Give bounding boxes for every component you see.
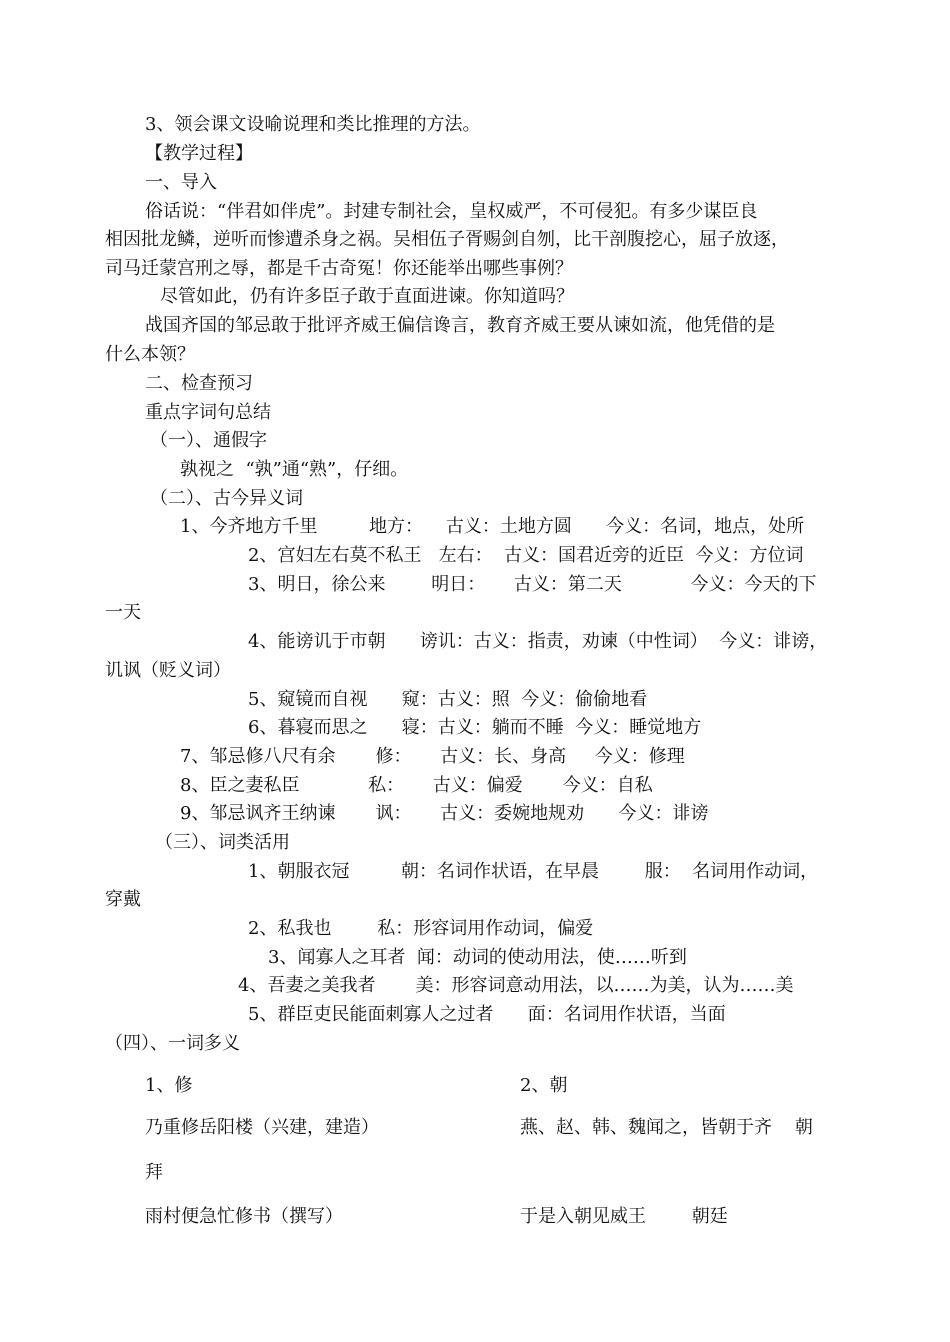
text-line: 一天 (105, 602, 141, 623)
subsection-heading: （三）、词类活用 (155, 832, 290, 853)
table-cell: 于是入朝见威王 朝廷 (520, 1206, 728, 1227)
text-line: 2、私我也 私：形容词用作动词，偏爱 (248, 918, 594, 939)
table-cell: 拜 (145, 1162, 163, 1183)
text-line: 1、朝服衣冠 朝：名词作状语，在早晨 服： 名词用作动词， (248, 861, 819, 882)
text-line: 孰视之 “孰”通“熟”，仔细。 (180, 459, 409, 480)
table-cell: 2、朝 (520, 1075, 568, 1096)
text-line: 3、领会课文设喻说理和类比推理的方法。 (145, 114, 481, 135)
section-heading: 二、检查预习 (145, 373, 253, 394)
text-line: 俗话说：“伴君如伴虎”。封建专制社会，皇权威严，不可侵犯。有多少谋臣良 (145, 201, 758, 222)
text-line: 5、窥镜而自视 窥：古义：照 今义：偷偷地看 (248, 689, 648, 710)
section-heading: 一、导入 (145, 172, 217, 193)
section-heading: 【教学过程】 (145, 143, 253, 164)
text-line: 相因批龙鳞，逆听而惨遭杀身之祸。吴相伍子胥赐剑自刎，比干剖腹挖心，屈子放逐， (105, 229, 789, 250)
text-line: 司马迁蒙宫刑之辱，都是千古奇冤！你还能举出哪些事例？ (105, 258, 573, 279)
table-cell: 乃重修岳阳楼（兴建，建造） (145, 1117, 379, 1138)
text-line: 8、臣之妻私臣 私： 古义：偏爱 今义：自私 (180, 775, 653, 796)
text-line: 5、群臣吏民能面刺寡人之过者 面：名词用作状语，当面 (248, 1004, 726, 1025)
text-line: 7、邹忌修八尺有余 修： 古义：长、身高 今义：修理 (180, 746, 685, 767)
text-line: 什么本领？ (105, 344, 195, 365)
text-line: 讥讽（贬义词） (105, 660, 231, 681)
subsection-heading: （四）、一词多义 (105, 1033, 240, 1054)
text-line: 4、吾妻之美我者 美：形容词意动用法，以……为美，认为……美 (238, 975, 794, 996)
text-line: 尽管如此，仍有许多臣子敢于直面进谏。你知道吗？ (160, 286, 574, 307)
text-line: 4、能谤讥于市朝 谤讥：古义：指责，劝谏（中性词） 今义：诽谤， (248, 631, 828, 652)
text-line: 重点字词句总结 (145, 402, 271, 423)
subsection-heading: （二）、古今异义词 (150, 488, 303, 509)
text-line: 穿戴 (105, 889, 141, 910)
table-cell: 燕、赵、韩、魏闻之，皆朝于齐 朝 (520, 1117, 813, 1138)
table-cell: 1、修 (145, 1075, 193, 1096)
text-line: 6、暮寝而思之 寝：古义：躺而不睡 今义：睡觉地方 (248, 717, 702, 738)
text-line: 9、邹忌讽齐王纳谏 讽： 古义：委婉地规劝 今义：诽谤 (180, 803, 709, 824)
table-cell: 雨村便急忙修书（撰写） (145, 1206, 343, 1227)
text-line: 3、明日，徐公来 明日： 古义：第二天 今义：今天的下 (248, 574, 817, 595)
text-line: 战国齐国的邹忌敢于批评齐威王偏信谗言，教育齐威王要从谏如流，他凭借的是 (145, 315, 775, 336)
text-line: 2、宫妇左右莫不私王 左右： 古义：国君近旁的近臣 今义：方位词 (248, 545, 804, 566)
subsection-heading: （一）、通假字 (150, 430, 267, 451)
text-line: 1、今齐地方千里 地方： 古义：土地方圆 今义：名词，地点，处所 (180, 516, 805, 537)
text-line: 3、闻寡人之耳者 闻：动词的使动用法，使……听到 (268, 947, 687, 968)
